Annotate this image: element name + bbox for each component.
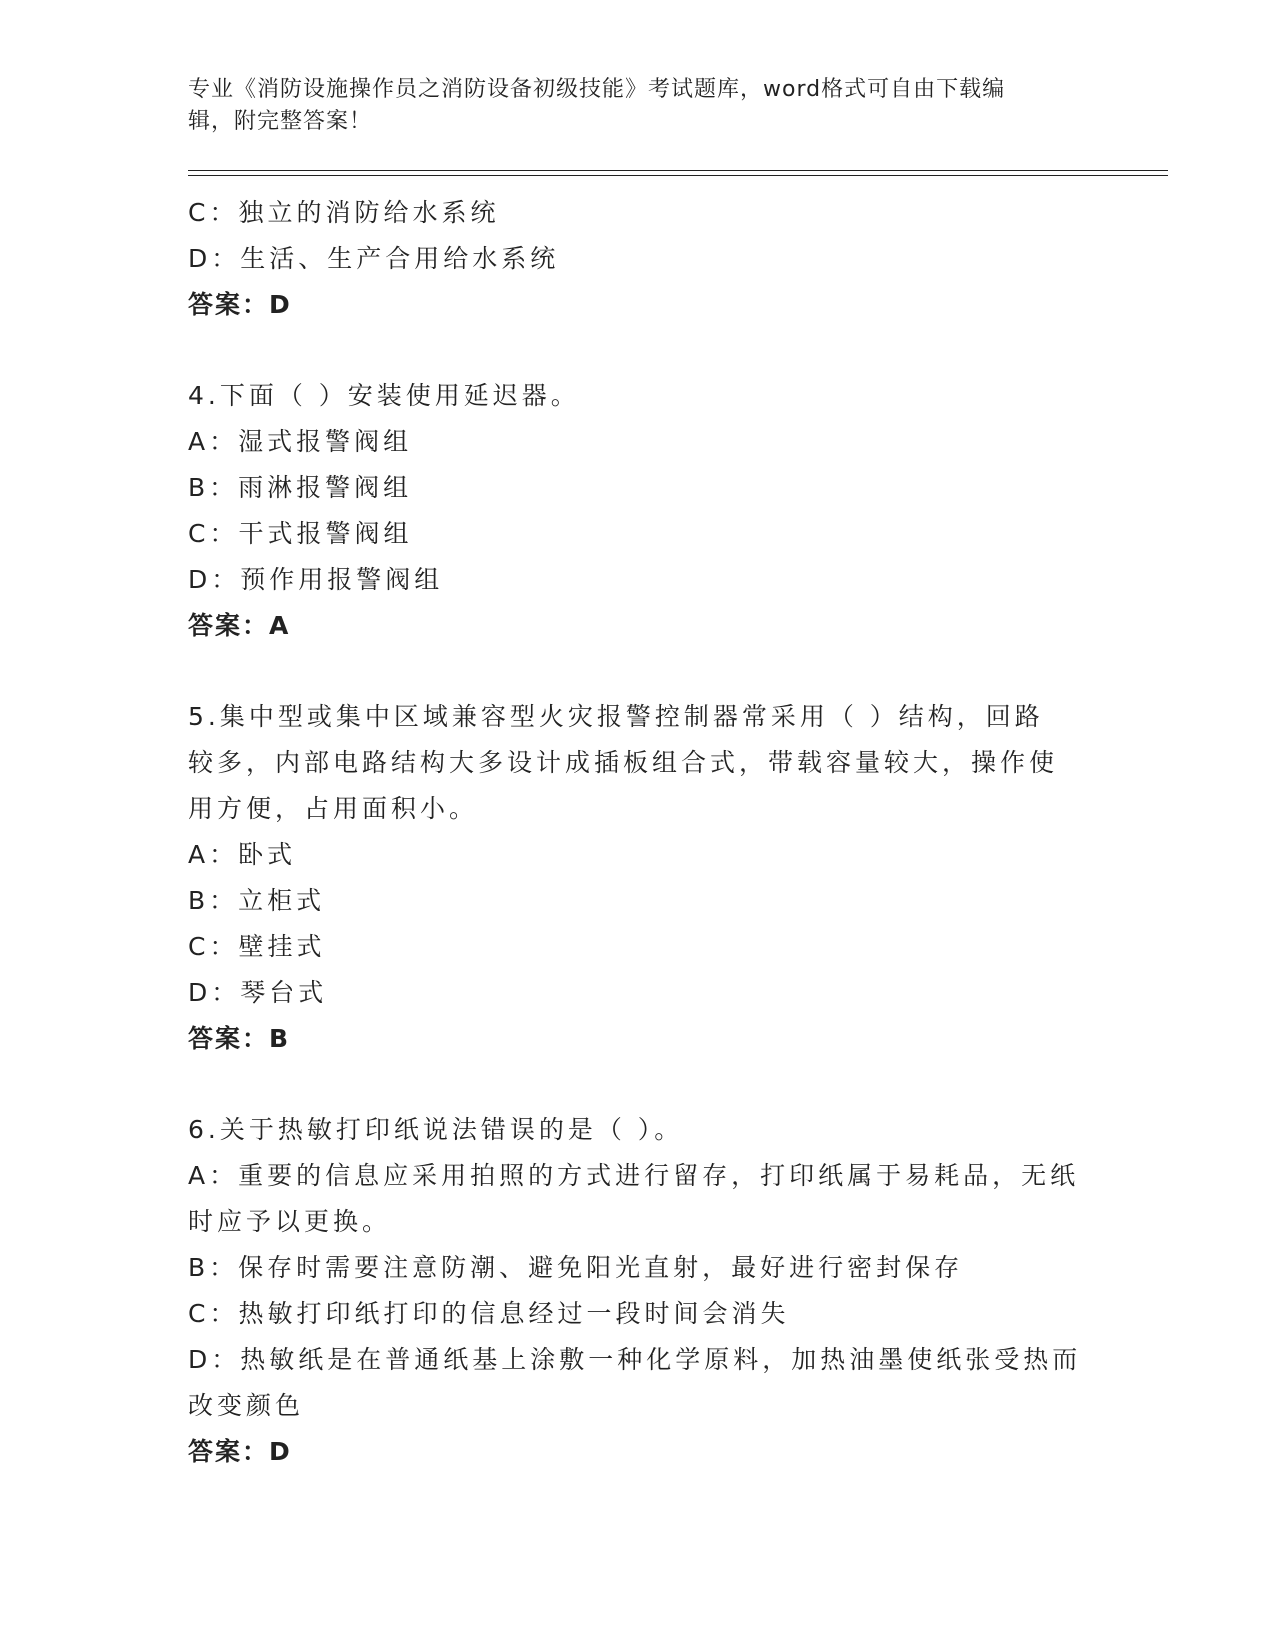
q6-option-b: B：保存时需要注意防潮、避免阳光直射，最好进行密封保存	[188, 1253, 964, 1282]
q5-option-c: C：壁挂式	[188, 932, 326, 961]
q3-option-d: D：生活、生产合用给水系统	[188, 244, 560, 273]
q5-option-b: B：立柜式	[188, 886, 326, 915]
q4-option-b: B：雨淋报警阀组	[188, 473, 413, 502]
q4-stem: 4.下面（ ）安装使用延迟器。	[188, 381, 580, 410]
q6-option-d-line-1: D：热敏纸是在普通纸基上涂敷一种化学原料，加热油墨使纸张受热而	[188, 1345, 1082, 1374]
q3-option-c: C：独立的消防给水系统	[188, 198, 500, 227]
q5-option-a: A：卧式	[188, 840, 297, 869]
header-line-1: 专业《消防设施操作员之消防设备初级技能》考试题库，word格式可自由下载编	[188, 77, 1006, 102]
header-rule-bottom	[188, 175, 1168, 176]
header-rule-top	[188, 170, 1168, 171]
q4-answer: 答案：A	[188, 611, 291, 640]
q6-option-a-line-2: 时应予以更换。	[188, 1207, 392, 1236]
q5-stem-line-2: 较多，内部电路结构大多设计成插板组合式，带载容量较大，操作使	[188, 748, 1059, 777]
q5-stem-line-1: 5.集中型或集中区域兼容型火灾报警控制器常采用（ ）结构，回路	[188, 702, 1044, 731]
q6-option-d-line-2: 改变颜色	[188, 1391, 305, 1420]
q6-option-a-line-1: A：重要的信息应采用拍照的方式进行留存，打印纸属于易耗品，无纸	[188, 1161, 1080, 1190]
q6-answer: 答案：D	[188, 1437, 292, 1466]
q5-option-d: D：琴台式	[188, 978, 328, 1007]
q6-option-c: C：热敏打印纸打印的信息经过一段时间会消失	[188, 1299, 790, 1328]
q4-option-a: A：湿式报警阀组	[188, 427, 413, 456]
document-body	[188, 190, 1088, 1475]
q5-stem-line-3: 用方便，占用面积小。	[188, 794, 479, 823]
header-line-2: 辑，附完整答案！	[188, 109, 373, 134]
q3-answer: 答案：D	[188, 290, 292, 319]
q4-option-c: C：干式报警阀组	[188, 519, 413, 548]
q5-answer: 答案：B	[188, 1024, 291, 1053]
q4-option-d: D：预作用报警阀组	[188, 565, 444, 594]
document-header	[188, 74, 1088, 138]
q6-stem: 6.关于热敏打印纸说法错误的是（ ）。	[188, 1115, 684, 1144]
